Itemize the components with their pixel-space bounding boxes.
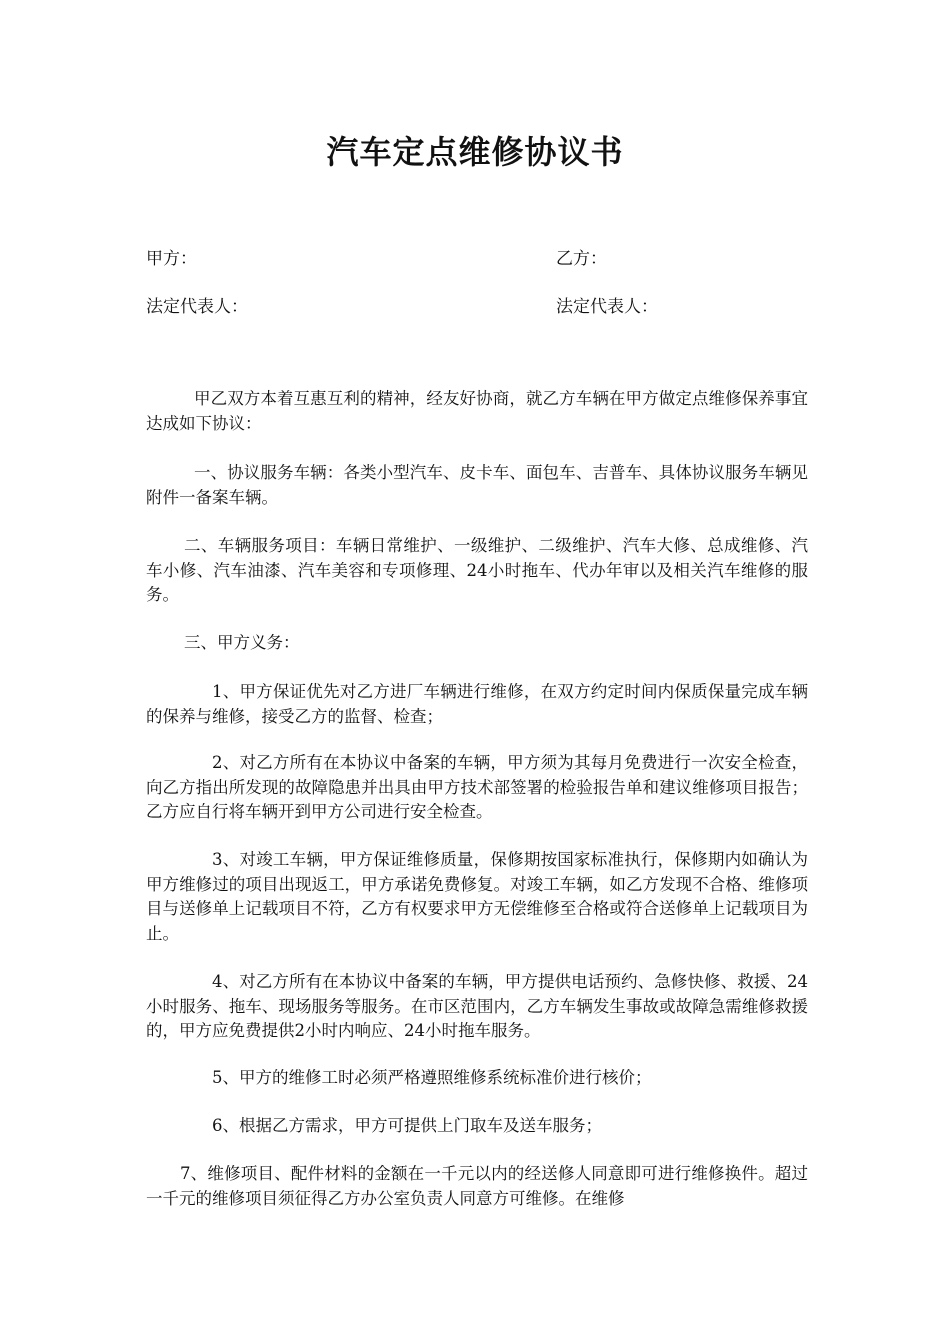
obligation-item-1: 1、甲方保证优先对乙方进厂车辆进行维修，在双方约定时间内保质保量完成车辆的保养与维修，接受乙方的监督、检查；	[146, 682, 808, 726]
clause-party-a-obligations-heading: 三、甲方义务：	[184, 633, 300, 652]
party-b-representative-label: 法定代表人：	[556, 297, 658, 317]
obligation-item-7: 7、维修项目、配件材料的金额在一千元以内的经送修人同意即可进行维修换件。超过一千元的维修项目须征得乙方办公室负责人同意方可维修。在维修	[146, 1164, 808, 1208]
clause-service-items: 二、车辆服务项目：车辆日常维护、一级维护、二级维护、汽车大修、总成维修、汽车小修、汽车油漆、汽车美容和专项修理、24小时拖车、代办年审以及相关汽车维修的服务。	[146, 536, 808, 604]
obligation-item-3: 3、对竣工车辆，甲方保证维修质量，保修期按国家标准执行，保修期内如确认为甲方维修过的项目出现返工，甲方承诺免费修复。对竣工车辆，如乙方发现不合格、维修项目与送修单上记载项目不符，乙方有权要求甲方无偿维修至合格或符合送修单上记载项目为止。	[146, 850, 808, 943]
intro-paragraph: 甲乙双方本着互惠互利的精神，经友好协商，就乙方车辆在甲方做定点维修保养事宜达成如下协议：	[146, 389, 808, 433]
party-a-label: 甲方：	[146, 249, 197, 269]
obligation-item-4: 4、对乙方所有在本协议中备案的车辆，甲方提供电话预约、急修快修、救援、24小时服务、拖车、现场服务等服务。在市区范围内，乙方车辆发生事故或故障急需维修救援的，甲方应免费提供2小时内响应、24小时拖车服务。	[146, 972, 808, 1040]
obligation-item-2: 2、对乙方所有在本协议中备案的车辆，甲方须为其每月免费进行一次安全检查，向乙方指出所发现的故障隐患并出具由甲方技术部签署的检验报告单和建议维修项目报告；乙方应自行将车辆开到甲方公司进行安全检查。	[146, 753, 808, 821]
party-b-label: 乙方：	[556, 249, 607, 269]
clause-service-vehicles: 一、协议服务车辆：各类小型汽车、皮卡车、面包车、吉普车、具体协议服务车辆见附件一备案车辆。	[146, 463, 808, 507]
document-title: 汽车定点维修协议书	[326, 133, 624, 171]
obligation-item-5: 5、甲方的维修工时必须严格遵照维修系统标准价进行核价；	[212, 1068, 652, 1087]
party-a-representative-label: 法定代表人：	[146, 297, 248, 317]
obligation-item-6: 6、根据乙方需求，甲方可提供上门取车及送车服务；	[212, 1116, 602, 1135]
